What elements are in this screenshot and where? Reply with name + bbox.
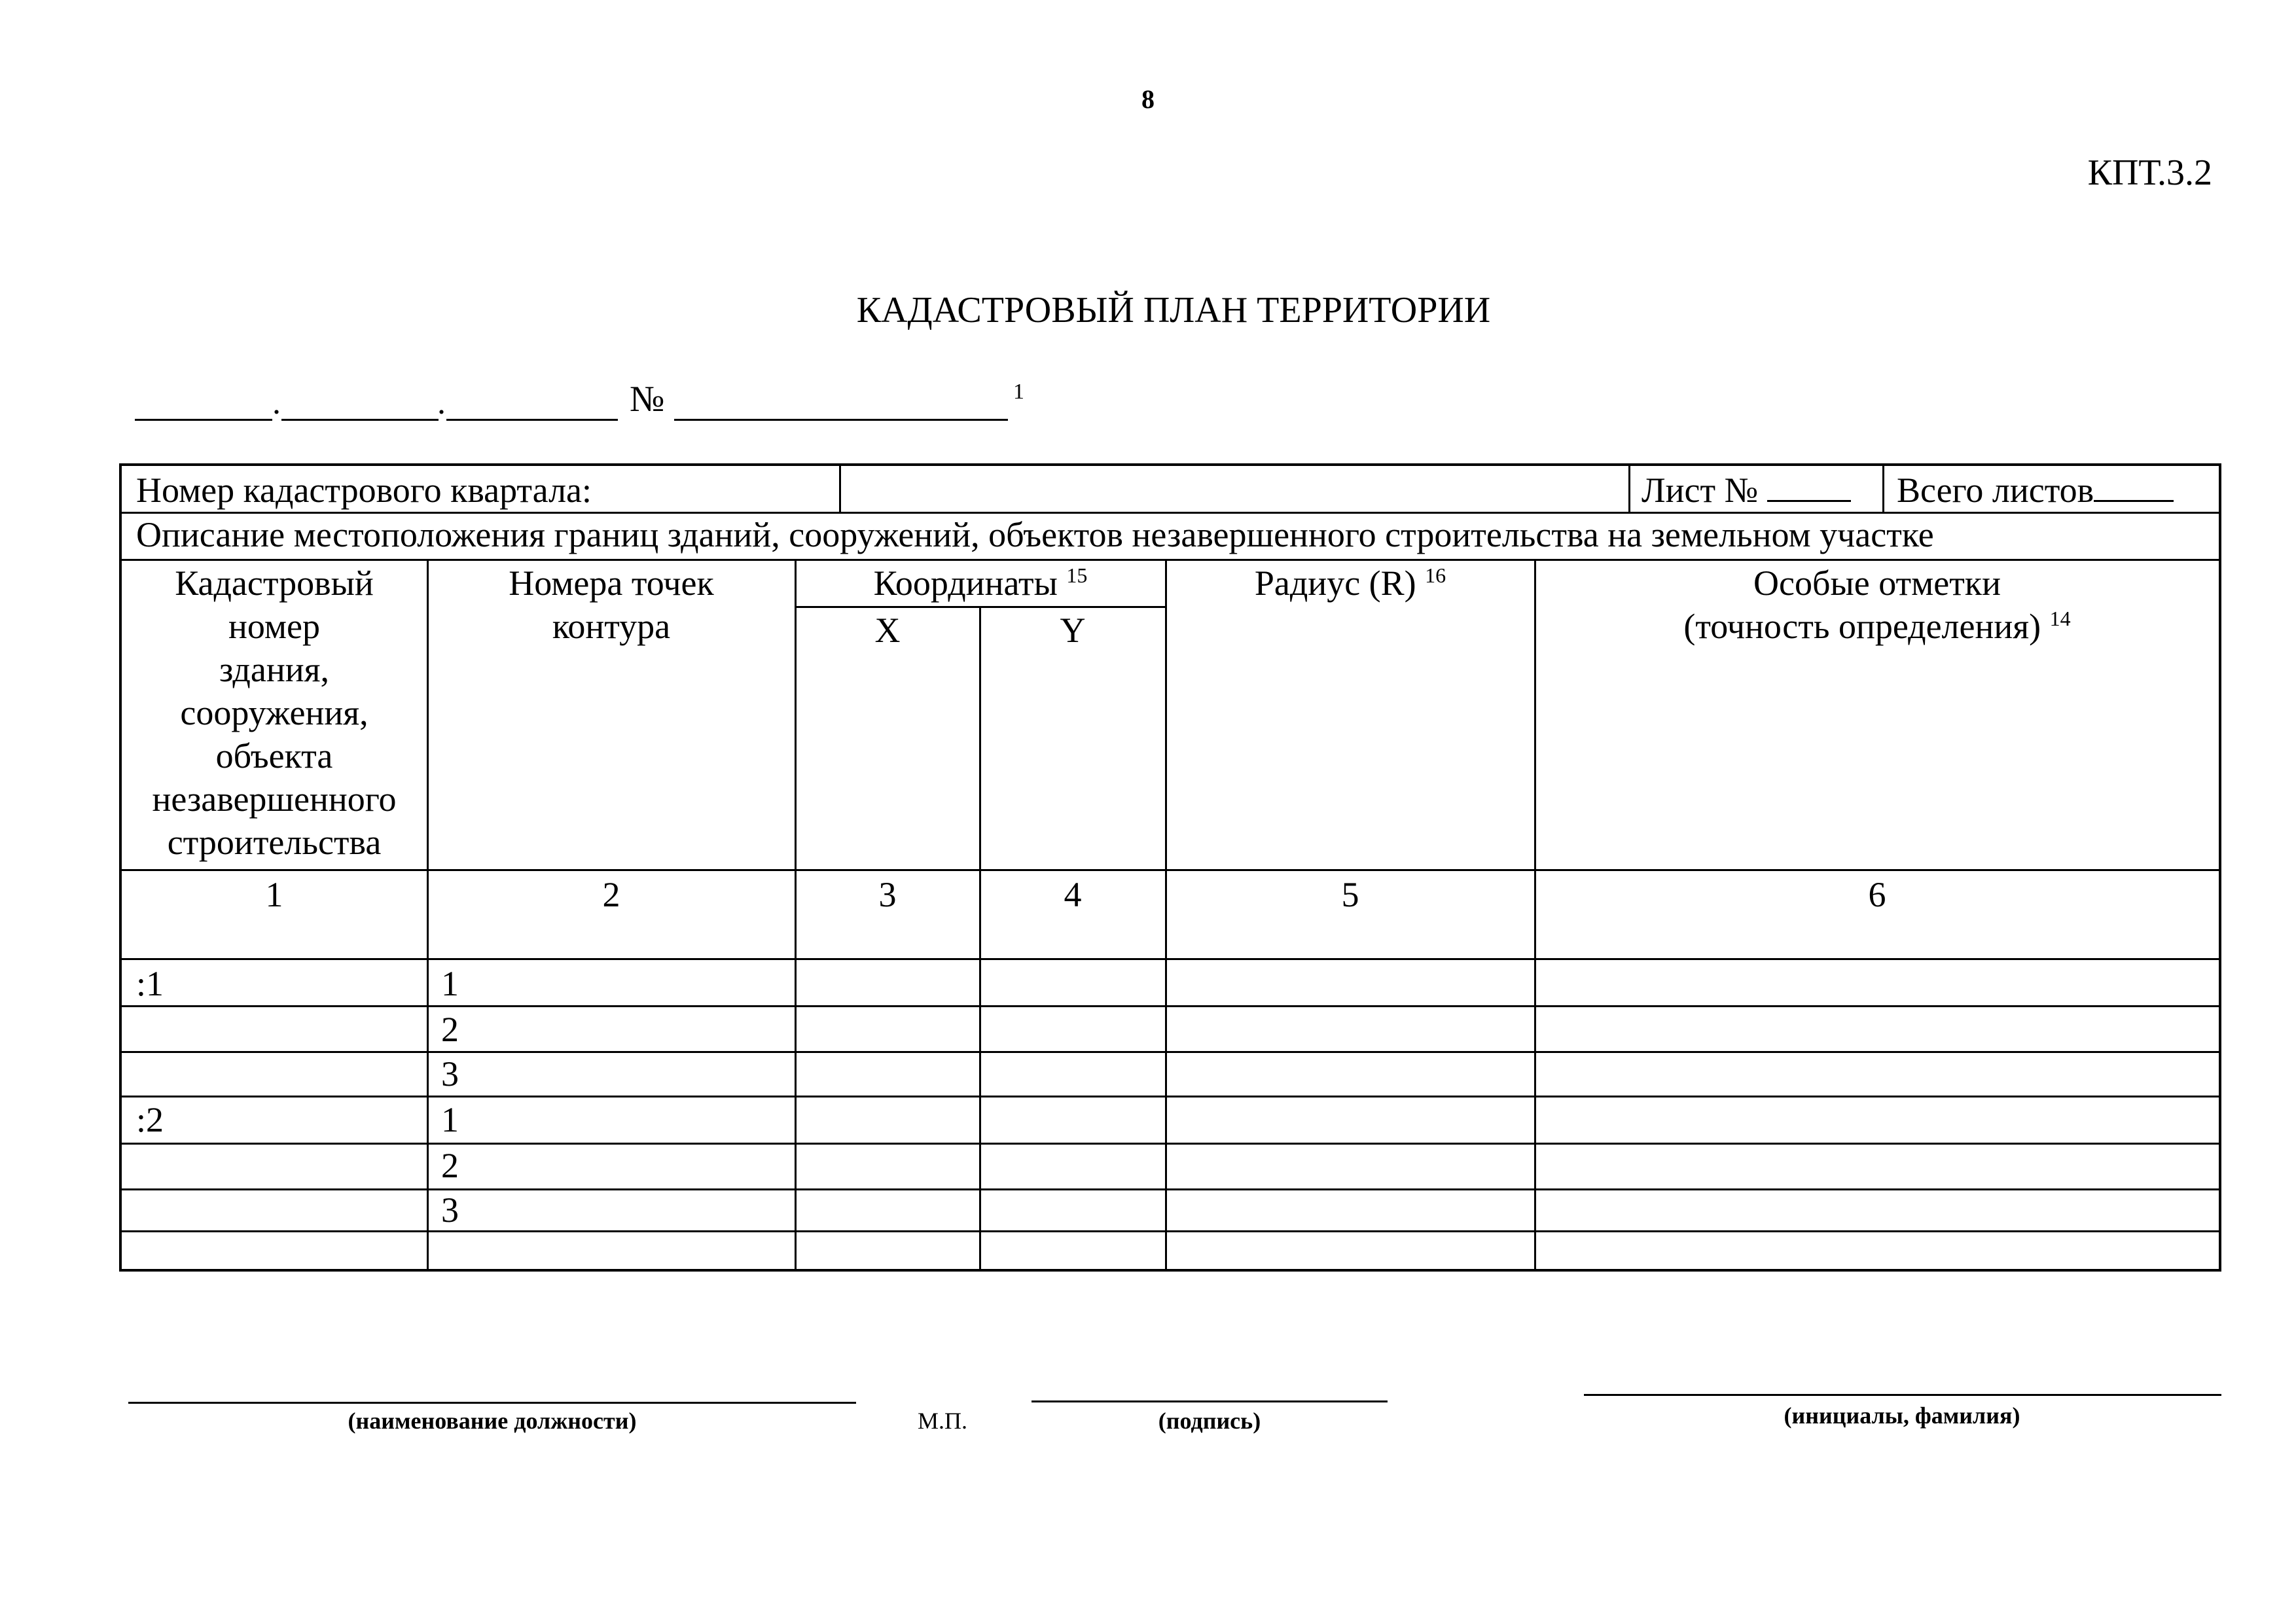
position-caption: (наименование должности) [348,1408,637,1434]
header-line: незавершенного [152,779,397,819]
table-rule [122,1143,2219,1145]
header-line: сооружения, [180,693,368,732]
column-header-radius [1166,562,1534,605]
footnote-ref: 1 [1013,380,1024,404]
table-rule [839,466,841,512]
header-line: контура [552,607,671,646]
table-rule [122,1096,2219,1097]
column-header-x: X [874,611,901,650]
table-rule [796,606,1166,608]
sheet-number-field[interactable] [1767,471,1851,502]
table-rule [122,559,2219,561]
column-number: 4 [1064,875,1082,914]
signature-line[interactable] [1031,1400,1388,1402]
header-line: объекта [215,736,333,776]
header-line: номер [228,607,320,646]
header-line [1535,605,2219,648]
header-line: Номера точек [509,563,714,603]
sheet-number-label: Лист № [1641,471,1759,510]
quarter-number-label: Номер кадастрового квартала: [136,471,592,510]
sheet-number [1641,469,1851,512]
date-separator: . [437,384,446,421]
form-code: КПТ.3.2 [2087,152,2212,193]
position-signature-line[interactable] [128,1402,856,1404]
date-day-field[interactable] [135,419,272,421]
cadastral-table [119,463,2221,1272]
cadastral-number-cell: :1 [136,964,164,1003]
point-number-cell: 2 [441,1010,459,1049]
column-header-cadastral-number [122,562,427,864]
footnote-ref: 16 [1425,563,1446,587]
accuracy-label: (точность определения) [1683,607,2041,646]
footnote-ref: 14 [2049,607,2071,630]
column-number: 5 [1341,875,1359,914]
table-rule [1628,466,1630,512]
point-number-cell: 2 [441,1146,459,1185]
table-rule [122,958,2219,960]
total-sheets [1897,469,2174,512]
coordinates-label: Координаты [873,563,1058,603]
radius-label: Радиус (R) [1254,563,1416,603]
stamp-place-label: М.П. [917,1408,968,1434]
quarter-number-field[interactable] [842,469,1627,509]
table-rule [122,1230,2219,1232]
number-sign: № [630,379,665,419]
header-line: Особые отметки [1753,563,2001,603]
boundary-description: Описание местоположения границ зданий, сооружений, объектов незавершенного строительства на земельном участке [136,515,1934,554]
header-line: строительства [167,823,382,862]
document-title: КАДАСТРОВЫЙ ПЛАН ТЕРРИТОРИИ [856,290,1491,330]
column-number: 3 [878,875,897,914]
table-rule [122,869,2219,871]
total-sheets-field[interactable] [2094,471,2174,502]
column-header-coordinates [796,562,1165,605]
point-number-cell: 1 [441,1100,459,1139]
column-header-y: Y [1060,611,1086,650]
column-number: 6 [1868,875,1886,914]
table-rule [122,1005,2219,1007]
column-number: 1 [265,875,283,914]
name-signature-line[interactable] [1584,1394,2221,1396]
header-line: здания, [219,650,329,689]
point-number-cell: 3 [441,1054,459,1094]
name-caption: (инициалы, фамилия) [1784,1402,2020,1429]
point-number-cell: 1 [441,964,459,1003]
point-number-cell: 3 [441,1190,459,1230]
column-number: 2 [602,875,620,914]
document-number-field[interactable] [674,419,1008,421]
date-separator: . [272,384,281,421]
table-rule [122,1188,2219,1190]
header-line: Кадастровый [175,563,374,603]
cadastral-number-cell: :2 [136,1100,164,1139]
total-sheets-label: Всего листов [1897,471,2094,510]
signature-caption: (подпись) [1158,1408,1261,1434]
table-rule [1882,466,1884,512]
date-month-field[interactable] [281,419,439,421]
table-rule [979,606,981,1269]
table-rule [122,1051,2219,1053]
column-header-notes [1535,562,2219,648]
page-number: 8 [1141,84,1155,114]
footnote-ref: 15 [1066,563,1088,587]
column-header-contour-points [428,562,795,648]
date-year-field[interactable] [446,419,618,421]
